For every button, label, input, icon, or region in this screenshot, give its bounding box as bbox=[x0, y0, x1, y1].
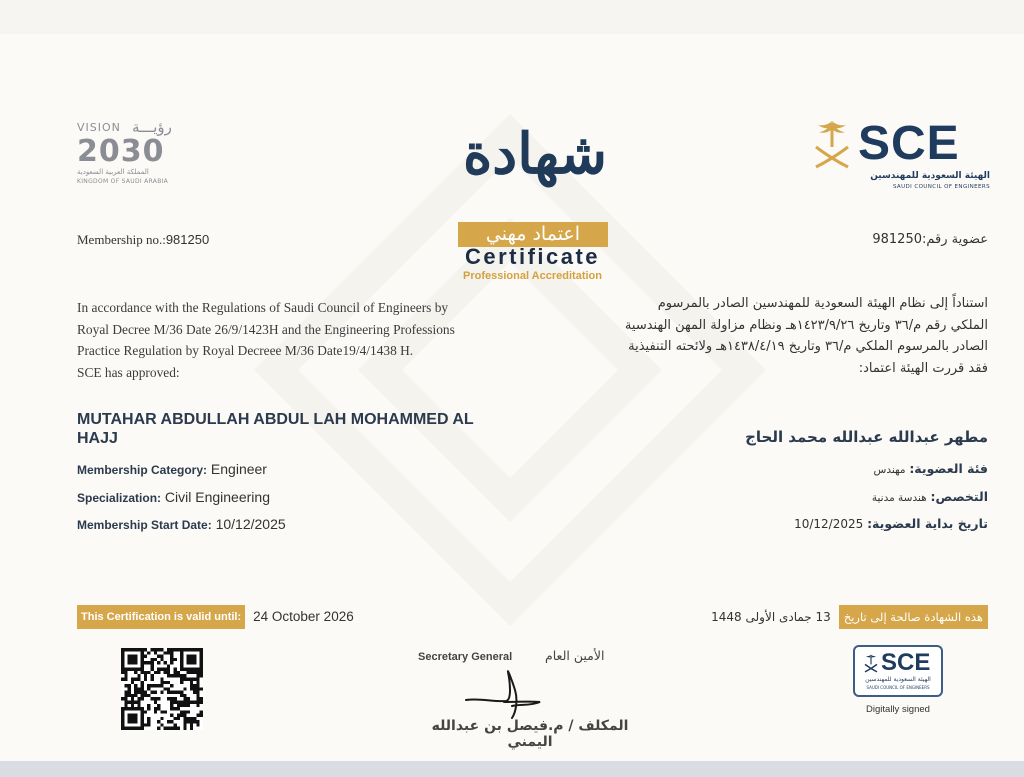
field-value: Engineer bbox=[210, 461, 267, 477]
holder-name-en: MUTAHAR ABDULLAH ABDUL LAH MOHAMMED AL HAJJ bbox=[77, 411, 474, 447]
membership-number-en bbox=[77, 232, 209, 248]
field-membership-category-ar bbox=[874, 461, 988, 476]
intro-ar-line: استناداً إلى نظام الهيئة السعودية للمهندسين الصادر بالمرسوم bbox=[657, 296, 988, 311]
field-label: Membership Category: bbox=[77, 463, 208, 477]
sce-name-ar: الهيئة السعودية للمهندسين bbox=[870, 171, 990, 181]
page-subtitle: Professional Accreditation bbox=[463, 270, 602, 282]
intro-ar-line: فقد قررت الهيئة اعتماد: bbox=[858, 360, 988, 376]
field-start-date-ar bbox=[794, 516, 988, 531]
vision-word: VISION bbox=[77, 121, 121, 134]
calligraphy-text: شهادة bbox=[462, 121, 608, 187]
field-label: تاريخ بداية العضوية: bbox=[867, 516, 988, 531]
field-label: التخصص: bbox=[930, 489, 988, 504]
intro-en-line: Practice Regulation by Royal Decreee M/36 Date19/4/1438 H. bbox=[77, 343, 414, 358]
vision-2030-logo bbox=[77, 118, 181, 190]
field-value: 10/12/2025 bbox=[794, 517, 864, 531]
field-membership-category-en bbox=[77, 461, 267, 477]
field-specialization-ar bbox=[872, 489, 988, 504]
signer-name-ar: المكلف / م.فيصل بن عبدالله اليمني bbox=[431, 718, 629, 750]
intro-en-line: In accordance with the Regulations of Saudi Council of Engineers by bbox=[77, 300, 449, 315]
palm-swords-icon bbox=[808, 117, 856, 175]
validity-label-ar: هذه الشهادة صالحة إلى تاريخ bbox=[839, 605, 988, 629]
vision-kingdom-en: KINGDOM OF SAUDI ARABIA bbox=[77, 178, 169, 185]
validity-label-en: This Certification is valid until: bbox=[77, 605, 245, 629]
membership-number-value-ar: 981250 bbox=[872, 232, 922, 247]
field-start-date-en bbox=[77, 516, 286, 532]
membership-label-ar: عضوية رقم: bbox=[922, 232, 988, 247]
validity-en bbox=[77, 605, 354, 629]
stamp-name-en: SAUDI COUNCIL OF ENGINEERS bbox=[866, 685, 930, 690]
secretary-general-title-en: Secretary General bbox=[418, 651, 513, 663]
page-title: Certificate bbox=[464, 244, 601, 269]
validity-ar bbox=[711, 605, 988, 629]
secretary-general-title-ar: الأمين العام bbox=[545, 648, 605, 663]
field-value: مهندس bbox=[873, 464, 906, 476]
field-value: Civil Engineering bbox=[164, 489, 270, 505]
holder-name-ar: مطهر عبدالله عبدالله محمد الحاج bbox=[745, 428, 988, 446]
membership-number-ar bbox=[872, 232, 988, 247]
palm-swords-icon bbox=[862, 653, 880, 675]
vision-year: 2030 bbox=[77, 134, 165, 169]
stamp-name-ar: الهيئة السعودية للمهندسين bbox=[865, 676, 931, 683]
intro-ar-line: الصادر بالمرسوم الملكي م/٣٦ وتاريخ ١٤٣٨/٤/١٩هـ ولائحته التنفيذية bbox=[628, 339, 988, 354]
validity-date-ar: 13 جمادى الأولى 1448 bbox=[711, 610, 831, 624]
sce-logo bbox=[808, 115, 990, 197]
field-value: هندسة مدنية bbox=[871, 492, 927, 504]
handwritten-signature bbox=[460, 662, 560, 722]
membership-label-en: Membership no.: bbox=[77, 232, 166, 247]
field-specialization-en bbox=[77, 489, 270, 505]
stamp-wordmark: SCE bbox=[881, 649, 931, 676]
field-label: فئة العضوية: bbox=[909, 461, 988, 476]
sce-name-en: SAUDI COUNCIL OF ENGINEERS bbox=[892, 184, 990, 190]
vision-arabic: رؤيـــة bbox=[132, 118, 172, 136]
field-value: 10/12/2025 bbox=[215, 516, 286, 532]
intro-text-ar bbox=[538, 293, 988, 379]
vision-kingdom-ar: المملكة العربية السعودية bbox=[77, 168, 149, 176]
intro-text-en bbox=[77, 297, 517, 383]
qr-code[interactable] bbox=[121, 648, 203, 730]
field-label: Membership Start Date: bbox=[77, 518, 212, 532]
intro-ar-line: الملكي رقم م/٣٦ وتاريخ ١٤٢٣/٩/٢٦هـ ونظام مزاولة المهن الهندسية bbox=[624, 317, 988, 333]
page-bottom-band bbox=[0, 761, 1024, 777]
intro-en-line: Royal Decree M/36 Date 26/9/1423H and the Engineering Professions bbox=[77, 321, 455, 337]
membership-number-value-en: 981250 bbox=[165, 232, 210, 247]
validity-date-en: 24 October 2026 bbox=[253, 609, 354, 624]
intro-en-line: SCE has approved: bbox=[77, 364, 180, 380]
field-label: Specialization: bbox=[77, 491, 162, 505]
certificate-calligraphy bbox=[455, 116, 615, 212]
sce-digital-stamp bbox=[853, 645, 943, 697]
sce-wordmark: SCE bbox=[858, 117, 960, 170]
digitally-signed-caption: Digitally signed bbox=[866, 704, 930, 715]
title-arabic-banner: اعتماد مهني bbox=[458, 222, 608, 247]
